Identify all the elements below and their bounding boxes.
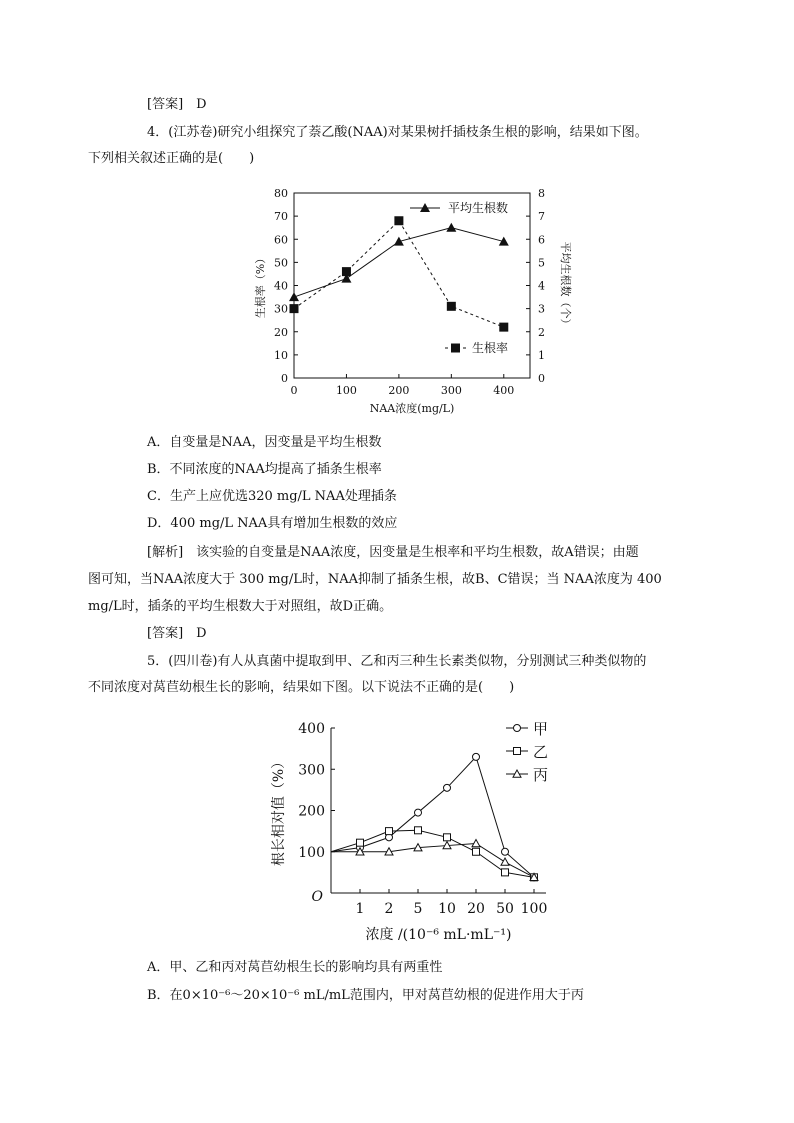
right-tick-label: 6: [538, 233, 545, 247]
x-tick-label: 400: [493, 384, 515, 397]
left-tick-label: 30: [274, 302, 288, 316]
x-tick-label: 100: [335, 384, 357, 397]
series-point-2: [472, 840, 480, 847]
right-tick-label: 1: [538, 348, 545, 362]
q4-option-d: D．400 mg/L NAA具有增加生根数的效应: [147, 516, 398, 531]
right-tick-label: 3: [538, 302, 545, 316]
x-tick-label: 100: [520, 901, 548, 917]
x-tick-label: 5: [413, 901, 423, 917]
y-axis-label: 根长相对值（%）: [271, 754, 287, 867]
left-axis-label: 生根率（%）: [254, 252, 267, 319]
x-tick-label: 300: [440, 384, 462, 397]
x-tick-label: 0: [290, 384, 298, 397]
legend-label-2: 丙: [533, 766, 549, 784]
left-tick-label: 60: [274, 233, 288, 247]
series-point-1: [386, 828, 393, 835]
series-point-0: [502, 848, 509, 855]
x-tick-label: 2: [384, 901, 394, 917]
q4-stem-line1: 4．(江苏卷)研究小组探究了萘乙酸(NAA)对某果树扦插枝条生根的影响，结果如下图。: [147, 125, 648, 140]
series-point-1: [444, 834, 451, 841]
legend-marker-0: [514, 725, 521, 732]
series-point-0: [444, 784, 451, 791]
right-tick-label: 5: [538, 256, 545, 270]
y-tick-label: 400: [298, 721, 325, 737]
q4-option-b: B．不同浓度的NAA均提高了插条生根率: [147, 462, 382, 477]
x-axis-label: 浓度 /(10⁻⁶ mL·mL⁻¹): [365, 927, 512, 943]
right-tick-label: 4: [538, 279, 545, 293]
x-tick-label: 1: [355, 901, 365, 917]
q4-option-a: A．自变量是NAA，因变量是平均生根数: [147, 435, 382, 450]
series-point-1: [357, 839, 364, 846]
q5-option-a: A．甲、乙和丙对莴苣幼根生长的影响均具有两重性: [147, 960, 443, 975]
right-tick-label: 0: [538, 372, 545, 385]
left-tick-label: 20: [274, 325, 288, 339]
left-tick-label: 70: [274, 210, 288, 224]
right-axis-label: 平均生根数（个）: [559, 241, 572, 330]
y-tick-label: 300: [298, 762, 325, 779]
q5-option-b: B．在0×10⁻⁶～20×10⁻⁶ mL/mL范围内，甲对莴苣幼根的促进作用大于丙: [147, 988, 584, 1003]
y-tick-label: 200: [298, 803, 325, 820]
series-line-0: [331, 757, 534, 877]
q4-analysis-line1: [解析] 该实验的自变量是NAA浓度，因变量是生根率和平均生根数，故A错误；由题: [147, 545, 639, 560]
legend-label-0: 平均生根数: [448, 201, 509, 215]
legend-marker-1: [514, 748, 521, 755]
left-tick-label: 40: [274, 279, 288, 293]
series-point-1: [502, 869, 509, 876]
origin-label: O: [311, 889, 323, 905]
legend-label-1: 生根率: [472, 341, 509, 355]
x-tick-label: 50: [496, 901, 514, 917]
q4-analysis-line3: mg/L时，插条的平均生根数大于对照组，故D正确。: [88, 599, 393, 614]
series-point-0: [473, 753, 480, 760]
x-tick-label: 200: [388, 384, 410, 397]
q4-stem-line2: 下列相关叙述正确的是( ): [88, 151, 255, 166]
left-tick-label: 0: [281, 372, 288, 385]
answer-prev: [答案] D: [147, 97, 207, 112]
q4-analysis-line2: 图可知，当NAA浓度大于 300 mg/L时，NAA抑制了插条生根，故B、C错误；当 NAA浓度为 400: [88, 572, 662, 587]
legend-label-1: 乙: [533, 743, 549, 761]
right-tick-label: 2: [538, 325, 545, 339]
right-tick-label: 7: [538, 210, 545, 224]
left-tick-label: 50: [274, 256, 288, 270]
series-point-1: [473, 848, 480, 855]
right-tick-label: 8: [538, 187, 545, 200]
legend-label-0: 甲: [533, 720, 549, 738]
left-tick-label: 80: [274, 187, 288, 200]
series-point-2: [501, 858, 509, 865]
q4-answer: [答案] D: [147, 626, 207, 641]
series-point-1: [415, 827, 422, 834]
series-point-0: [415, 809, 422, 816]
x-axis-label: NAA浓度(mg/L): [369, 402, 455, 415]
x-tick-label: 20: [467, 901, 485, 917]
x-tick-label: 10: [438, 901, 456, 917]
y-tick-label: 100: [298, 844, 325, 861]
left-tick-label: 10: [274, 348, 288, 362]
q5-stem-line1: 5．(四川卷)有人从真菌中提取到甲、乙和丙三种生长素类似物，分别测试三种类似物的: [147, 654, 647, 669]
q5-stem-line2: 不同浓度对莴苣幼根生长的影响，结果如下图。以下说法不正确的是( ): [88, 680, 515, 695]
q4-option-c: C．生产上应优选320 mg/L NAA处理插条: [147, 489, 397, 504]
